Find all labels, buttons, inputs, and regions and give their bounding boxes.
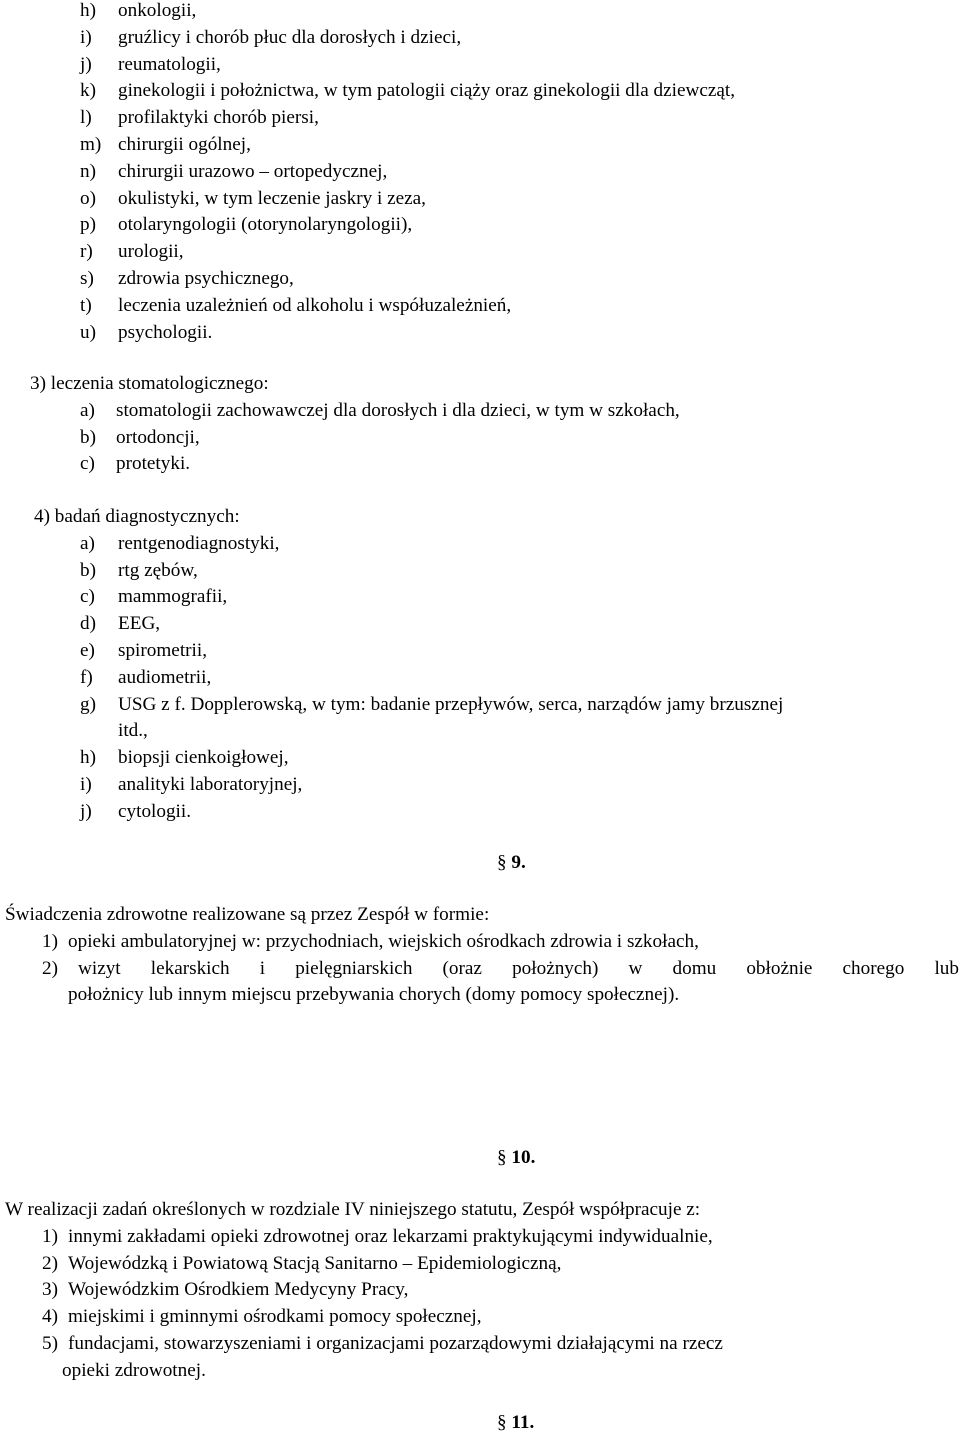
diagnostics-section: [0, 504, 960, 826]
list-text: otolaryngologii (otorynolaryngologii),: [118, 214, 413, 236]
list-label: o): [80, 187, 96, 209]
list-item: [0, 745, 960, 772]
list-item: [0, 52, 960, 79]
section-heading-9: [497, 850, 526, 877]
list-label: p): [80, 214, 96, 236]
section-intro: [0, 1197, 960, 1224]
list-label: j): [80, 53, 92, 75]
list-item: [0, 212, 960, 239]
list-text: ortodoncji,: [116, 426, 200, 448]
list-label: u): [80, 321, 96, 343]
list-item: [0, 638, 960, 665]
list-item: [0, 425, 960, 452]
list-item: [0, 1277, 960, 1304]
list-item: [0, 293, 960, 320]
list-heading: [0, 504, 960, 531]
section-intro: [0, 902, 960, 929]
list-label: 4): [42, 1306, 58, 1328]
list-item: [0, 692, 960, 719]
list-text: mammografii,: [118, 586, 228, 608]
list-label: 1): [42, 1225, 58, 1247]
list-text: chirurgii urazowo – ortopedycznej,: [118, 160, 388, 182]
section-number: 9.: [511, 852, 526, 873]
list-label: 1): [42, 930, 58, 952]
list-text: analityki laboratoryjnej,: [118, 773, 303, 795]
list-item: [0, 186, 960, 213]
list-item: [0, 558, 960, 585]
list-text: audiometrii,: [118, 666, 212, 688]
list-text: opieki ambulatoryjnej w: przychodniach, wiejskich ośrodkach zdrowia i szkołach,: [68, 930, 699, 952]
list-text: chirurgii ogólnej,: [118, 133, 251, 155]
section-number: 11.: [511, 1412, 535, 1433]
list-label: b): [80, 426, 96, 448]
list-item: [0, 584, 960, 611]
list-text: innymi zakładami opieki zdrowotnej oraz lekarzami praktykującymi indywidualnie,: [68, 1225, 713, 1247]
list-text: cytologii.: [118, 800, 192, 822]
list-item: [0, 266, 960, 293]
list-heading: [0, 371, 960, 398]
list-label: h): [80, 0, 96, 21]
list-text: onkologii,: [118, 0, 197, 21]
list-text: opieki zdrowotnej.: [62, 1359, 206, 1381]
specialties-list: [0, 0, 960, 346]
intro-text: W realizacji zadań określonych w rozdziale IV niniejszego statutu, Zespół współpracuje z:: [5, 1199, 701, 1220]
list-label: m): [80, 133, 102, 155]
list-text: reumatologii,: [118, 53, 221, 75]
list-item: [0, 132, 960, 159]
list-label: l): [80, 107, 92, 129]
intro-text: Świadczenia zdrowotne realizowane są przez Zespół w formie:: [5, 904, 490, 925]
list-text: psychologii.: [118, 321, 213, 343]
list-label: i): [80, 773, 92, 795]
list-item: [0, 159, 960, 186]
list-label: t): [80, 294, 92, 316]
list-item: [0, 78, 960, 105]
list-text: zdrowia psychicznego,: [118, 267, 294, 289]
list-text: położnicy lub innym miejscu przebywania chorych (domy pomocy społecznej).: [68, 984, 680, 1006]
list-text: gruźlicy i chorób płuc dla dorosłych i dzieci,: [118, 26, 462, 48]
list-label: 2): [42, 1252, 58, 1274]
list-item: [0, 531, 960, 558]
section-number: 10.: [511, 1147, 536, 1168]
section-symbol: §: [497, 1412, 507, 1433]
list-label: d): [80, 613, 96, 635]
list-item: [0, 772, 960, 799]
list-text: itd.,: [118, 720, 148, 742]
list-label: c): [80, 453, 95, 475]
section-heading-11: [497, 1410, 534, 1437]
list-label: 3): [42, 1279, 58, 1301]
section-9-body: [0, 902, 960, 1009]
list-text: Wojewódzkim Ośrodkiem Medycyny Pracy,: [68, 1279, 409, 1301]
list-label: g): [80, 693, 96, 715]
list-text: EEG,: [118, 613, 161, 635]
list-item: [0, 1331, 960, 1358]
list-label: a): [80, 399, 95, 421]
list-item: [0, 105, 960, 132]
list-label: c): [80, 586, 95, 608]
section-symbol: §: [497, 1147, 507, 1168]
dental-services-section: [0, 371, 960, 478]
item-heading: 4) badań diagnostycznych:: [34, 506, 240, 527]
list-text: biopsji cienkoigłowej,: [118, 747, 289, 769]
list-label: f): [80, 666, 93, 688]
list-item: [0, 25, 960, 52]
list-item-continuation: [0, 1358, 960, 1385]
list-item: [0, 799, 960, 826]
section-symbol: §: [497, 852, 507, 873]
list-text: rentgenodiagnostyki,: [118, 532, 280, 554]
list-item: [0, 956, 960, 983]
list-text: ginekologii i położnictwa, w tym patologii ciąży oraz ginekologii dla dziewcząt,: [118, 80, 736, 102]
list-text: rtg zębów,: [118, 559, 198, 581]
list-text: leczenia uzależnień od alkoholu i współuzależnień,: [118, 294, 512, 316]
list-item: [0, 1251, 960, 1278]
list-item-continuation: [0, 718, 960, 745]
item-heading: 3) leczenia stomatologicznego:: [30, 373, 269, 394]
section-10-body: [0, 1197, 960, 1385]
list-label: e): [80, 639, 95, 661]
list-label: r): [80, 241, 93, 263]
list-label: 2): [42, 957, 58, 979]
list-label: k): [80, 80, 96, 102]
list-text: miejskimi i gminnymi ośrodkami pomocy społecznej,: [68, 1306, 482, 1328]
list-text: okulistyki, w tym leczenie jaskry i zeza,: [118, 187, 426, 209]
list-item: [0, 1224, 960, 1251]
list-label: j): [80, 800, 92, 822]
list-label: b): [80, 559, 96, 581]
list-item: [0, 239, 960, 266]
list-item: [0, 320, 960, 347]
list-item: [0, 929, 960, 956]
list-text: protetyki.: [116, 453, 191, 475]
list-label: s): [80, 267, 94, 289]
list-label: n): [80, 160, 96, 182]
list-item: [0, 1304, 960, 1331]
list-item: [0, 0, 960, 25]
list-text: spirometrii,: [118, 639, 207, 661]
list-item: [0, 665, 960, 692]
list-text: profilaktyki chorób piersi,: [118, 107, 319, 129]
list-item: [0, 398, 960, 425]
list-text: Wojewódzką i Powiatową Stacją Sanitarno – Epidemiologiczną,: [68, 1252, 562, 1274]
list-item: [0, 611, 960, 638]
list-text: urologii,: [118, 241, 184, 263]
list-label: 5): [42, 1332, 58, 1354]
list-label: a): [80, 532, 95, 554]
list-text: USG z f. Dopplerowską, w tym: badanie przepływów, serca, narządów jamy brzusznej: [118, 693, 784, 715]
list-text: fundacjami, stowarzyszeniami i organizacjami pozarządowymi działającymi na rzecz: [68, 1332, 723, 1354]
list-label: h): [80, 747, 96, 769]
list-text: stomatologii zachowawczej dla dorosłych i dla dzieci, w tym w szkołach,: [116, 399, 680, 421]
list-item-continuation: [0, 982, 960, 1009]
list-label: i): [80, 26, 92, 48]
list-item: [0, 451, 960, 478]
list-text: wizyt lekarskich i pielęgniarskich (oraz położnych) w domu obłożnie chorego lub: [78, 957, 959, 979]
section-heading-10: [497, 1145, 535, 1172]
